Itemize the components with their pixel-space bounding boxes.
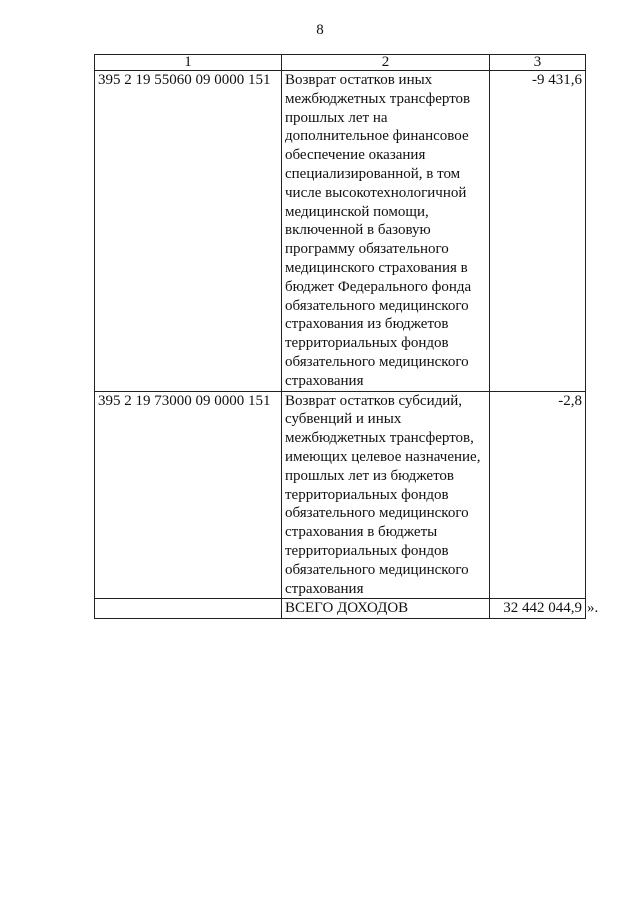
table-row [95, 71, 586, 392]
table-header-row [95, 55, 586, 71]
revenue-name-cell: Возврат остатков субсидий, субвенций и иных межбюджетных трансфертов, имеющих целевое назначение, прошлых лет из бюджетов территориальных фондов обязательного медицинского страхования в бюджеты территориальных фондов обязательного медицинского страхования [282, 391, 490, 599]
column-header-2: 2 [282, 55, 490, 71]
amount-cell: -2,8 [490, 391, 586, 599]
budget-code-cell: 395 2 19 73000 09 0000 151 [95, 391, 282, 599]
column-header-3: 3 [490, 55, 586, 71]
amount-cell: -9 431,6 [490, 71, 586, 392]
total-row [95, 599, 586, 619]
total-amount-cell [490, 599, 599, 619]
total-code-cell [95, 599, 282, 619]
total-label: ВСЕГО ДОХОДОВ [282, 599, 490, 619]
column-header-1: 1 [95, 55, 282, 71]
total-amount: 32 442 044,9 [503, 600, 582, 617]
revenue-table [94, 54, 599, 619]
page-number: 8 [316, 22, 324, 38]
table-row [95, 391, 586, 599]
closing-quote: ». [587, 600, 599, 617]
budget-code-cell: 395 2 19 55060 09 0000 151 [95, 71, 282, 392]
revenue-name-cell: Возврат остатков иных межбюджетных трансфертов прошлых лет на дополнительное финансовое обеспечение оказания специализированной, в том числе высокотехнологичной медицинской помощи, включенной в базовую программу обязательного медицинского страхования в бюджет Федерального фонда обязательного медицинского страхования из бюджетов территориальных фондов обязательного медицинского страхования [282, 71, 490, 392]
